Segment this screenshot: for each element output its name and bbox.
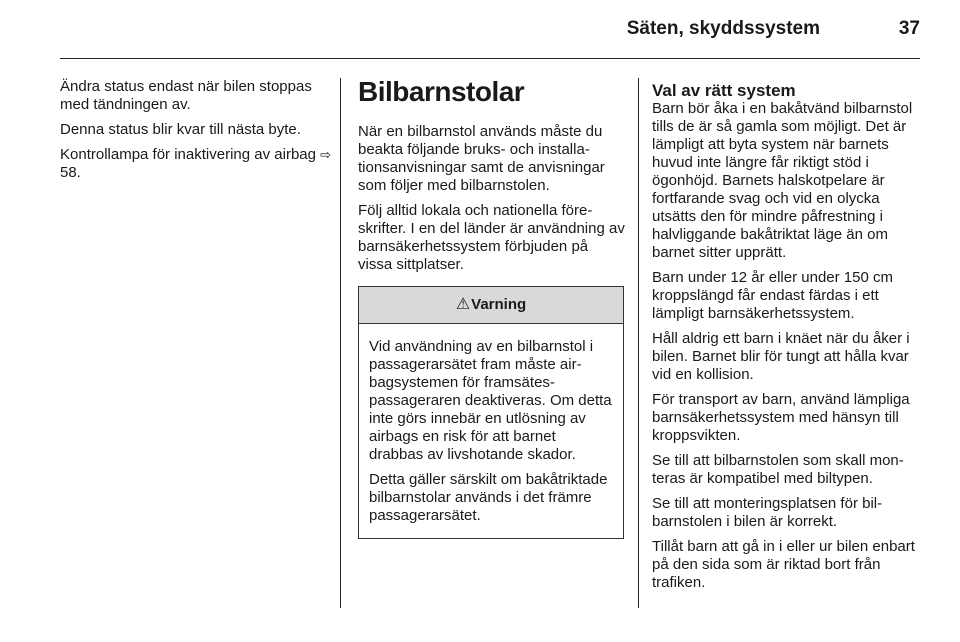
paragraph: Denna status blir kvar till nästa byte. bbox=[60, 121, 301, 138]
page-number: 37 bbox=[898, 18, 920, 39]
paragraph: Ändra status endast när bilen stoppas med tändningen av. bbox=[60, 78, 312, 113]
header-divider bbox=[60, 58, 920, 59]
column-divider-1 bbox=[340, 78, 341, 608]
column-left bbox=[60, 78, 335, 189]
column-right bbox=[652, 78, 924, 599]
warning-paragraph: Detta gäller särskilt om bakåtriktade bilbarnstolar används i det främre passagerarsätet. bbox=[369, 471, 608, 524]
warning-triangle-icon: ⚠ bbox=[455, 296, 471, 313]
page-title: Säten, skyddssystem bbox=[626, 18, 820, 39]
paragraph: Håll aldrig ett barn i knäet när du åker i bilen. Barnet blir för tungt att hålla kvar vid en kollision. bbox=[652, 330, 910, 383]
paragraph-text: Kontrollampa för inaktivering av airbag bbox=[60, 146, 316, 163]
column-divider-2 bbox=[638, 78, 639, 608]
arrow-ref-icon: ⇨ bbox=[320, 147, 332, 162]
warning-body bbox=[359, 324, 623, 538]
warning-paragraph: Vid användning av en bilbarnstol i passagerarsätet fram måste airbagsystemen för framsätespassageraren deaktiveras. Om detta inte görs innebär en utlösning av airbags en risk för att barnet drabbas av livshotande skador. bbox=[369, 338, 612, 463]
section-heading: Bilbarnstolar bbox=[358, 76, 525, 107]
warning-box bbox=[358, 286, 624, 539]
paragraph: Tillåt barn att gå in i eller ur bilen enbart på den sida som är riktad bort från trafiken. bbox=[652, 538, 915, 591]
paragraph: Se till att monteringsplatsen för bilbarnstolen i bilen är korrekt. bbox=[652, 495, 883, 530]
paragraph: Barn bör åka i en bakåtvänd bilbarnstol tills de är så gamla som möjligt. Det är lämpligt att byta system när barnets huvud inte längre får riktigt stöd i ögonhöjd. Barnets halskotpelare är fortfarande svag och vid en olycka utsätts den för mindre påfrestning i halvliggande bakåtriktat läge än om barnet sitter upprätt. bbox=[652, 100, 913, 261]
paragraph: När en bilbarnstol används måste du beakta följande bruks- och installationsanvisningar samt de anvisningar som följer med bilbarnstolen. bbox=[358, 123, 605, 194]
paragraph: Se till att bilbarnstolen som skall monteras är kompatibel med biltypen. bbox=[652, 452, 904, 487]
paragraph: Barn under 12 år eller under 150 cm kroppslängd får endast färdas i ett lämpligt barnsäkerhetssystem. bbox=[652, 269, 893, 322]
subsection-heading: Val av rätt system bbox=[652, 81, 796, 100]
column-middle bbox=[358, 78, 626, 539]
paragraph-with-reference bbox=[60, 146, 335, 182]
paragraph: Följ alltid lokala och nationella föreskrifter. I en del länder är användning av barnsäkerhetssystem förbjuden på vissa sittplatser. bbox=[358, 202, 625, 273]
warning-header bbox=[359, 287, 623, 324]
warning-title: Varning bbox=[471, 296, 527, 313]
paragraph: För transport av barn, använd lämpliga barnsäkerhetssystem med hänsyn till kroppsvikten. bbox=[652, 391, 910, 444]
page-reference[interactable]: 58. bbox=[60, 164, 81, 181]
